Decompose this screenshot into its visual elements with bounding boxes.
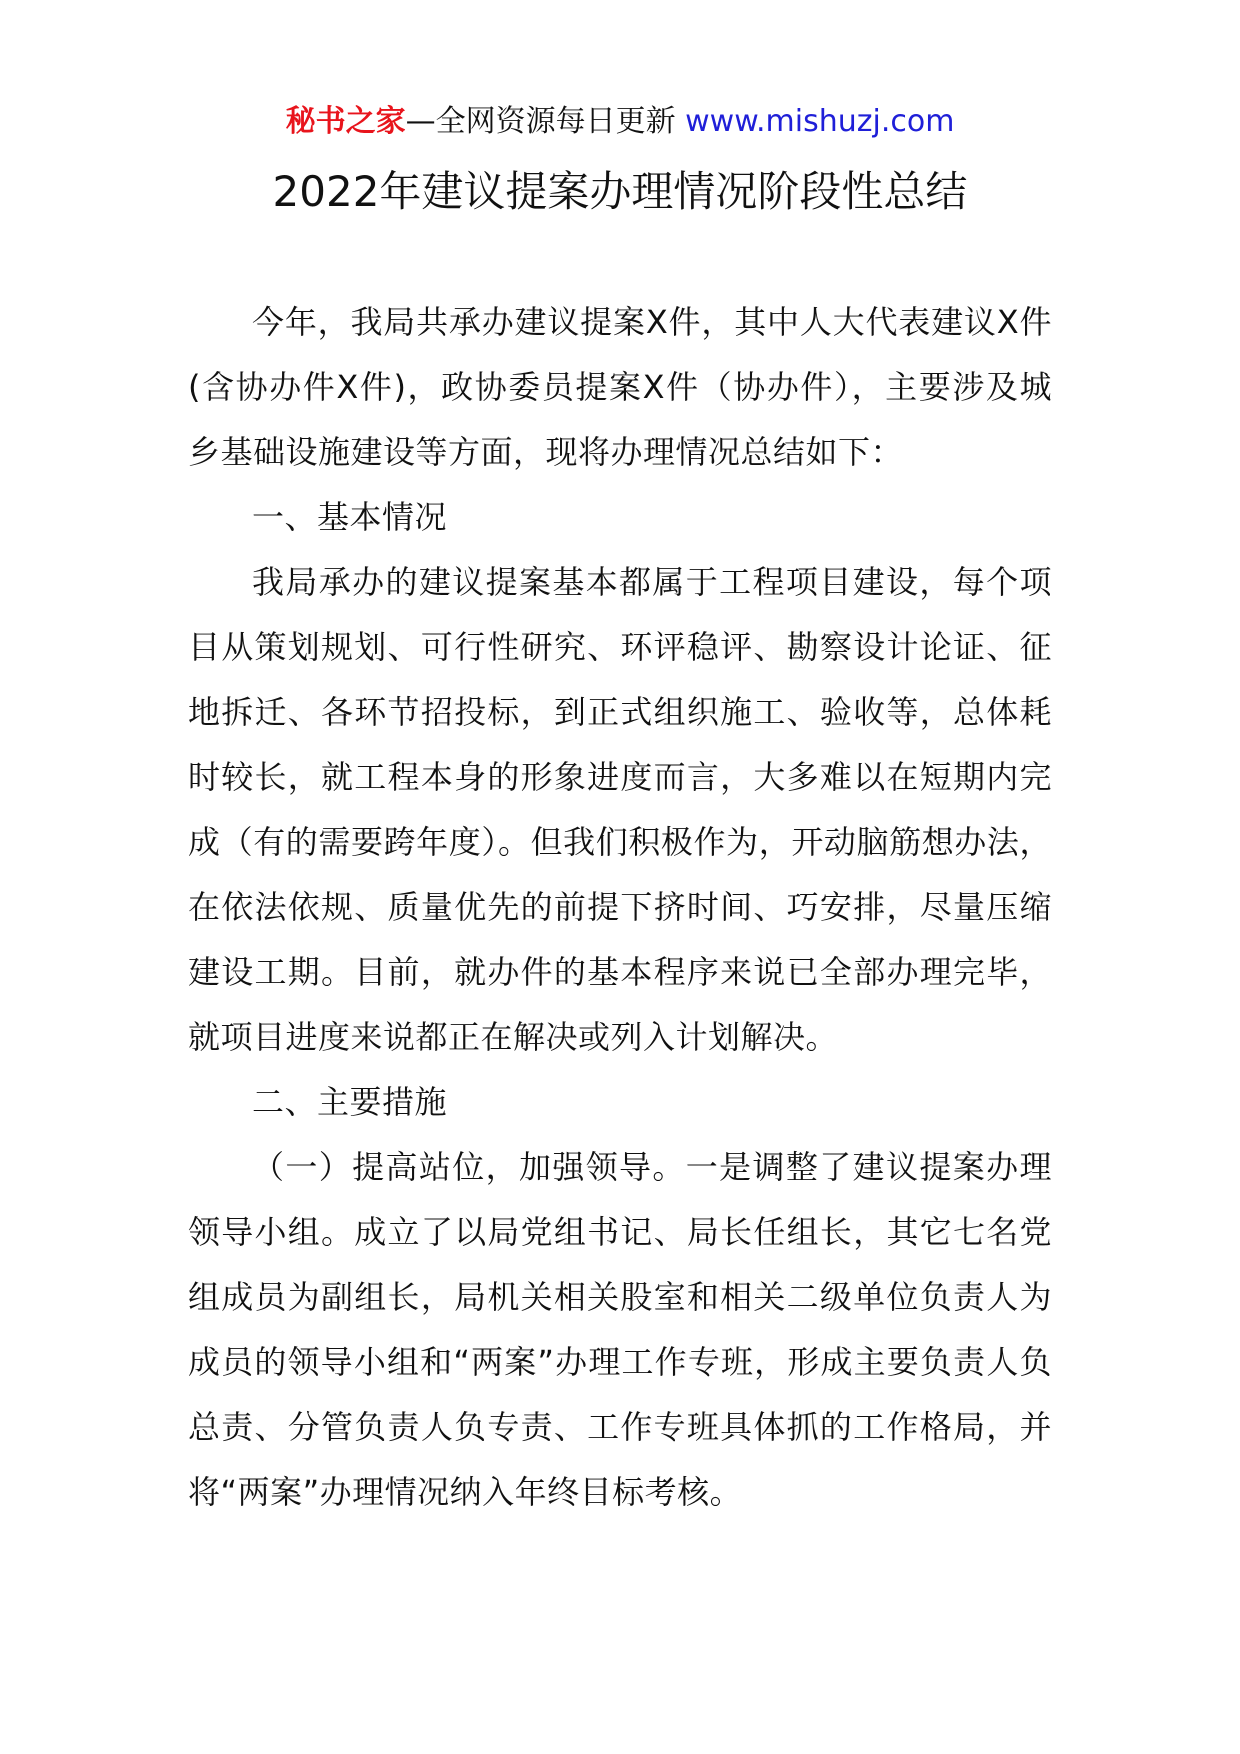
measure-one-paragraph: （一）提高站位，加强领导。一是调整了建议提案办理领导小组。成立了以局党组书记、局长任组长，其它七名党组成员为副组长，局机关相关股室和相关二级单位负责人为成员的领导小组和“两案”办理工作专班，形成主要负责人负总责、分管负责人负专责、工作专班具体抓的工作格局，并将“两案”办理情况纳入年终目标考核。 — [188, 1148, 1052, 1511]
basic-situation-paragraph: 我局承办的建议提案基本都属于工程项目建设，每个项目从策划规划、可行性研究、环评稳评、勘察设计论证、征地拆迁、各环节招投标，到正式组织施工、验收等，总体耗时较长，就工程本身的形象进度而言，大多难以在短期内完成（有的需要跨年度）。但我们积极作为，开动脑筋想办法，在依法依规、质量优先的前提下挤时间、巧安排，尽量压缩建设工期。目前，就办件的基本程序来说已全部办理完毕，就项目进度来说都正在解决或列入计划解决。 — [188, 563, 1052, 1056]
site-header — [0, 100, 1240, 144]
intro-paragraph: 今年，我局共承办建议提案X件，其中人大代表建议X件(含协办件X件)，政协委员提案X件（协办件），主要涉及城乡基础设施建设等方面，现将办理情况总结如下： — [188, 303, 1052, 471]
brand-name: 秘书之家 — [285, 104, 406, 139]
section-heading-basic-situation: 一、基本情况 — [252, 498, 448, 536]
document-title: 2022年建议提案办理情况阶段性总结 — [272, 167, 968, 216]
section-heading-main-measures: 二、主要措施 — [252, 1083, 448, 1121]
document-body — [188, 290, 1052, 1525]
header-slogan: —全网资源每日更新 — [405, 104, 676, 139]
site-url-link[interactable]: www.mishuzj.com — [685, 104, 955, 139]
